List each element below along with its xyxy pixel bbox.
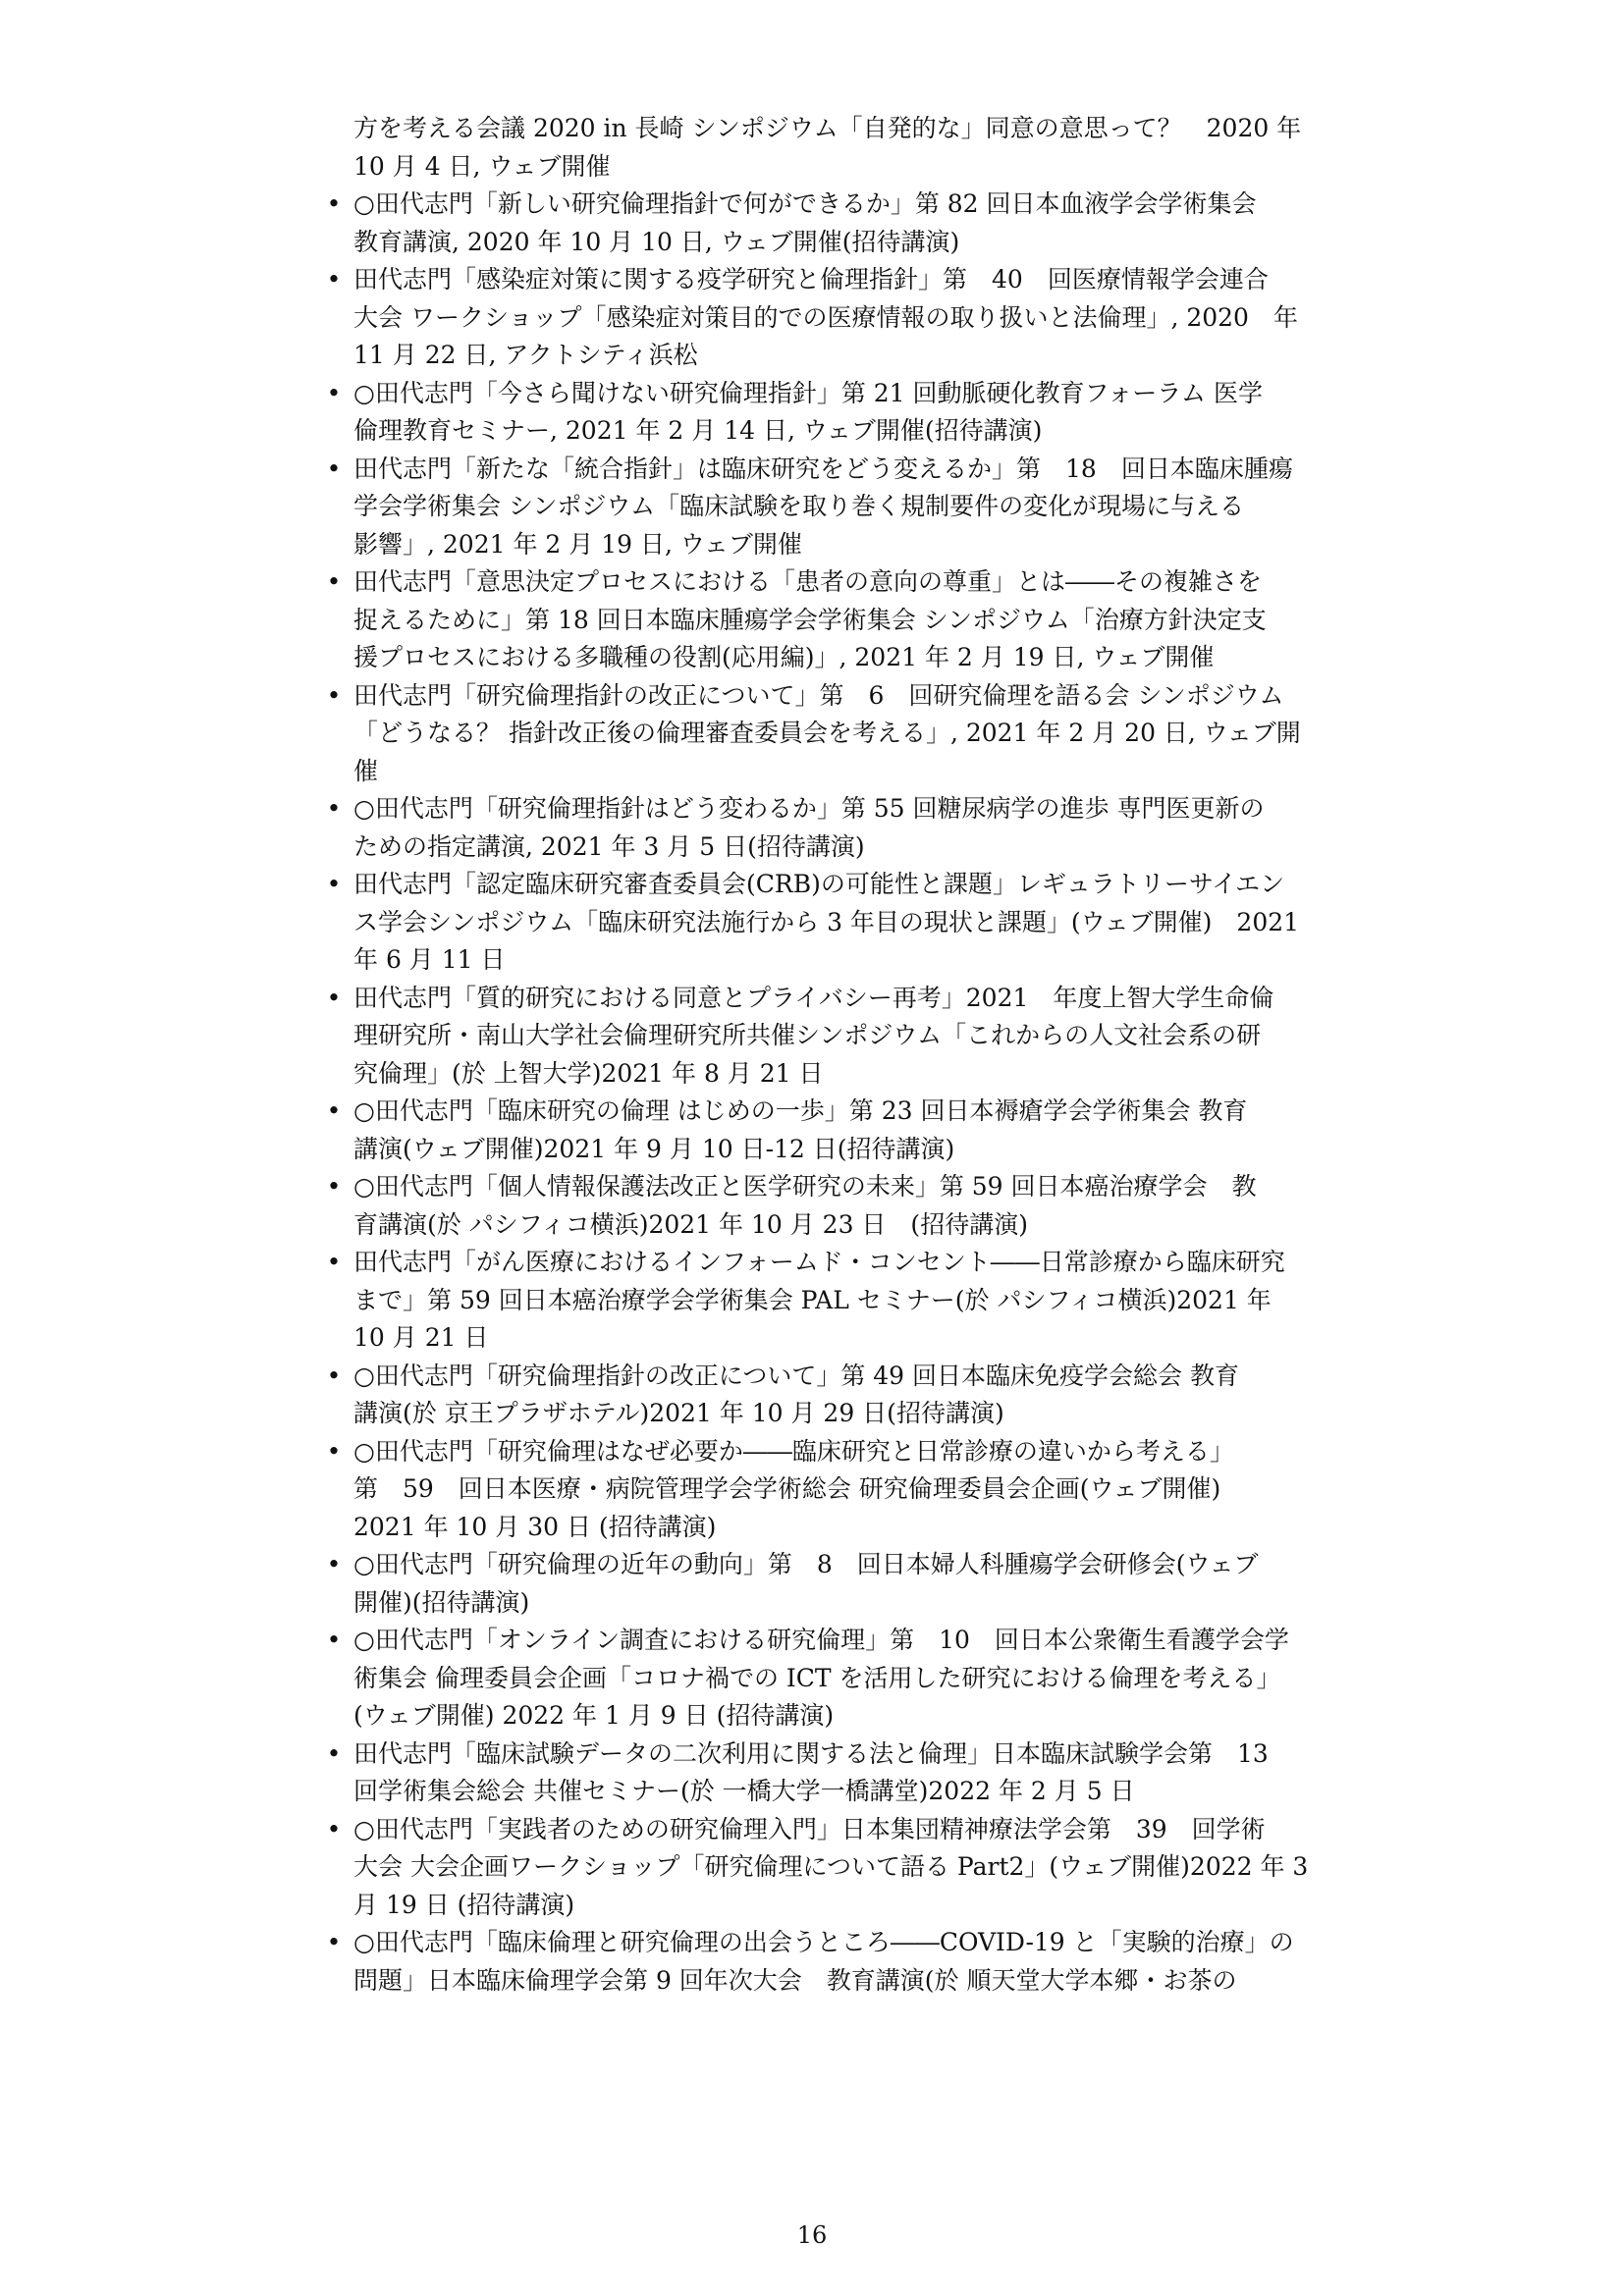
entry-line: [353, 412, 1384, 451]
entry-line: 10 月 4 日, ウェブ開催: [353, 151, 611, 181]
publication-list: [326, 110, 1384, 2000]
bullet-icon: •: [326, 454, 342, 483]
entry-text: 講演(ウェブ開催)2021 年 9 月 10 日-12 日(招待講演): [353, 1134, 955, 1163]
bullet-icon: •: [326, 1928, 342, 1956]
bullet-icon: •: [326, 870, 342, 898]
presentation-entries: [326, 186, 1384, 2000]
bullet-icon: •: [326, 1436, 342, 1466]
entry-text: 究倫理」(於 上智大学)2021 年 8 月 21 日: [353, 1058, 824, 1088]
entry-text: 2021 年 10 月 30 日 (招待講演): [353, 1512, 717, 1541]
entry-text: 問題」日本臨床倫理学会第 9 回年次大会 教育講演(於 順天堂大学本郷・お茶の: [353, 1965, 1237, 1995]
bullet-icon: •: [326, 265, 342, 294]
list-item: [326, 1924, 1384, 2000]
entry-line: [326, 1735, 1384, 1774]
bullet-icon: •: [326, 378, 342, 407]
entry-line: [326, 1093, 1384, 1131]
entry-text: (ウェブ開催) 2022 年 1 月 9 日 (招待講演): [353, 1701, 835, 1730]
entry-text: 田代志門「研究倫理指針の改正について」第 6 回研究倫理を語る会 シンポジウム: [353, 680, 1284, 710]
entry-text: 田代志門「質的研究における同意とプライバシー再考」2021 年度上智大学生命倫: [353, 983, 1274, 1012]
entry-text: 田代志門「がん医療におけるインフォームド・コンセント――日常診療から臨床研究: [353, 1248, 1285, 1276]
list-item: [326, 980, 1384, 1094]
entry-line: [353, 639, 1384, 677]
entry-line: [326, 1811, 1384, 1849]
entry-text: 田代志門「意思決定プロセスにおける「患者の意向の尊重」とは――その複雑さを: [353, 567, 1263, 596]
entry-line: [326, 1244, 1384, 1282]
bullet-icon: •: [326, 189, 342, 218]
entry-text: ○田代志門「今さら聞けない研究倫理指針」第 21 回動脈硬化教育フォーラム 医学: [353, 378, 1263, 407]
entry-line: [353, 337, 1384, 375]
entry-line: [353, 1887, 1384, 1925]
entry-line: [353, 1509, 1384, 1547]
bullet-icon: •: [326, 680, 342, 710]
entry-line: [326, 186, 1384, 224]
bullet-icon: •: [326, 1361, 342, 1390]
bullet-icon: •: [326, 1096, 342, 1125]
entry-text: 講演(於 京王プラザホテル)2021 年 10 月 29 日(招待講演): [353, 1399, 1004, 1427]
bullet-icon: •: [326, 794, 342, 823]
entry-line: [326, 1168, 1384, 1206]
entry-text: 月 19 日 (招待講演): [353, 1890, 575, 1919]
entry-line: [353, 1055, 1384, 1094]
entry-text: ○田代志門「個人情報保護法改正と医学研究の未来」第 59 回日本癌治療学会 教: [353, 1172, 1257, 1201]
entry-text: 捉えるために」第 18 回日本臨床腫瘍学会学術集会 シンポジウム「治療方針決定支: [353, 605, 1267, 634]
entry-text: ○田代志門「研究倫理はなぜ必要か――臨床研究と日常診療の違いから考える」: [353, 1436, 1234, 1466]
list-item: [326, 1546, 1384, 1622]
list-item: [326, 1622, 1384, 1735]
bullet-icon: •: [326, 1172, 342, 1201]
entry-line: [326, 451, 1384, 489]
entry-line: [326, 790, 1384, 828]
entry-line: [353, 488, 1384, 526]
list-item: [326, 1433, 1384, 1547]
entry-text: ○田代志門「臨床倫理と研究倫理の出会うところ――COVID-19 と「実験的治療」の: [353, 1928, 1294, 1956]
entry-line: [353, 753, 1384, 791]
entry-line: [353, 1660, 1384, 1698]
entry-text: ○田代志門「実践者のための研究倫理入門」日本集団精神療法学会第 39 回学術: [353, 1814, 1266, 1843]
entry-text: 大会 大会企画ワークショップ「研究倫理について語る Part2」(ウェブ開催)2022 年 3: [353, 1852, 1309, 1881]
entry-line: [326, 1924, 1384, 1962]
list-item: [326, 1244, 1384, 1358]
bullet-icon: •: [326, 1738, 342, 1768]
entry-line: [353, 299, 1384, 338]
list-item: [326, 866, 1384, 980]
entry-text: 術集会 倫理委員会企画「コロナ禍での ICT を活用した研究における倫理を考える」: [353, 1663, 1281, 1692]
entry-text: 育講演(於 パシフィコ横浜)2021 年 10 月 23 日 (招待講演): [353, 1209, 1028, 1239]
entry-line: [353, 1282, 1384, 1320]
list-item: [326, 261, 1384, 375]
entry-text: 「どうなる？ 指針改正後の倫理審査委員会を考える」, 2021 年 2 月 20 日, ウェブ開: [353, 719, 1301, 747]
entry-line: 方を考える会議 2020 in 長崎 シンポジウム「自発的な」同意の意思って？ 2020 年: [353, 114, 1302, 142]
continued-entry: [353, 110, 1384, 186]
entry-text: 11 月 22 日, アクトシティ浜松: [353, 341, 698, 369]
entry-line: [353, 1962, 1384, 2001]
bullet-icon: •: [326, 567, 342, 596]
entry-line: [353, 1131, 1384, 1169]
entry-line: [326, 563, 1384, 602]
entry-text: まで」第 59 回日本癌治療学会学術集会 PAL セミナー(於 パシフィコ横浜)2021 年: [353, 1285, 1272, 1314]
bullet-icon: •: [326, 983, 342, 1012]
list-item: [326, 186, 1384, 261]
entry-text: 援プロセスにおける多職種の役割(応用編)」, 2021 年 2 月 19 日, ウェブ開催: [353, 643, 1215, 671]
entry-text: ○田代志門「研究倫理の近年の動向」第 8 回日本婦人科腫瘍学会研修会(ウェブ: [353, 1550, 1259, 1578]
bullet-icon: •: [326, 1550, 342, 1578]
entry-text: 第 59 回日本医療・病院管理学会学術総会 研究倫理委員会企画(ウェブ開催): [353, 1474, 1221, 1503]
entry-text: 理研究所・南山大学社会倫理研究所共催シンポジウム「これからの人文社会系の研: [353, 1021, 1262, 1049]
list-item: [326, 1093, 1384, 1168]
list-item: [326, 1811, 1384, 1925]
entry-line: [353, 828, 1384, 867]
entry-line: [326, 261, 1384, 299]
entry-line: [326, 1546, 1384, 1584]
entry-line: [326, 1622, 1384, 1660]
list-item: [326, 1735, 1384, 1811]
entry-line: [353, 602, 1384, 640]
entry-line: [353, 941, 1384, 980]
entry-text: 開催)(招待講演): [353, 1587, 530, 1617]
entry-line: [353, 224, 1384, 262]
entry-line: [353, 1697, 1384, 1735]
entry-line: [353, 715, 1384, 753]
entry-text: 倫理教育セミナー, 2021 年 2 月 14 日, ウェブ開催(招待講演): [353, 416, 1043, 445]
entry-text: ○田代志門「臨床研究の倫理 はじめの一歩」第 23 回日本褥瘡学会学術集会 教育: [353, 1096, 1248, 1125]
entry-text: 田代志門「感染症対策に関する疫学研究と倫理指針」第 40 回医療情報学会連合: [353, 265, 1269, 294]
entry-line: [326, 1433, 1384, 1471]
entry-text: 催: [353, 756, 379, 785]
entry-text: 田代志門「新たな「統合指針」は臨床研究をどう変えるか」第 18 回日本臨床腫瘍: [353, 454, 1293, 483]
page-number: 16: [796, 2221, 828, 2249]
entry-text: 10 月 21 日: [353, 1323, 489, 1352]
list-item: [326, 451, 1384, 564]
entry-line: [326, 677, 1384, 716]
bullet-icon: •: [326, 1626, 342, 1654]
entry-text: 田代志門「認定臨床研究審査委員会(CRB)の可能性と課題」レギュラトリーサイエン: [353, 870, 1285, 898]
entry-line: [326, 866, 1384, 904]
entry-line: [326, 375, 1384, 413]
entry-text: 学会学術集会 シンポジウム「臨床試験を取り巻く規制要件の変化が現場に与える: [353, 492, 1245, 520]
entry-text: 回学術集会総会 共催セミナー(於 一橋大学一橋講堂)2022 年 2 月 5 日: [353, 1777, 1135, 1805]
entry-line: [353, 1470, 1384, 1509]
entry-line: [353, 1773, 1384, 1811]
entry-line: [353, 1395, 1384, 1433]
entry-line: [353, 1017, 1384, 1055]
entry-line: [326, 1358, 1384, 1396]
entry-text: ための指定講演, 2021 年 3 月 5 日(招待講演): [353, 831, 865, 861]
list-item: [326, 790, 1384, 866]
list-item: [326, 677, 1384, 791]
entry-text: 影響」, 2021 年 2 月 19 日, ウェブ開催: [353, 529, 802, 559]
list-item: [326, 1168, 1384, 1244]
list-item: [326, 375, 1384, 451]
entry-text: ス学会シンポジウム「臨床研究法施行から 3 年目の現状と課題」(ウェブ開催) 2021: [353, 907, 1300, 936]
bullet-icon: •: [326, 1814, 342, 1843]
entry-text: 年 6 月 11 日: [353, 945, 506, 974]
entry-text: 田代志門「臨床試験データの二次利用に関する法と倫理」日本臨床試験学会第 13: [353, 1738, 1269, 1768]
entry-text: ○田代志門「新しい研究倫理指針で何ができるか」第 82 回日本血液学会学術集会: [353, 189, 1257, 218]
list-item: [326, 563, 1384, 677]
entry-text: 大会 ワークショップ「感染症対策目的での医療情報の取り扱いと法倫理」, 2020 年: [353, 302, 1298, 332]
bullet-icon: •: [326, 1248, 342, 1276]
entry-line: [353, 904, 1384, 942]
entry-line: [326, 980, 1384, 1018]
entry-text: ○田代志門「研究倫理指針はどう変わるか」第 55 回糖尿病学の進歩 専門医更新の: [353, 794, 1265, 823]
entry-text: ○田代志門「研究倫理指針の改正について」第 49 回日本臨床免疫学会総会 教育: [353, 1361, 1239, 1390]
list-item: [326, 1358, 1384, 1433]
entry-line: [353, 526, 1384, 564]
entry-line: [353, 1206, 1384, 1245]
entry-text: ○田代志門「オンライン調査における研究倫理」第 10 回日本公衆衛生看護学会学: [353, 1626, 1289, 1654]
entry-line: [353, 1848, 1384, 1887]
entry-line: [353, 1584, 1384, 1623]
entry-line: [353, 1319, 1384, 1358]
entry-text: 教育講演, 2020 年 10 月 10 日, ウェブ開催(招待講演): [353, 227, 960, 256]
